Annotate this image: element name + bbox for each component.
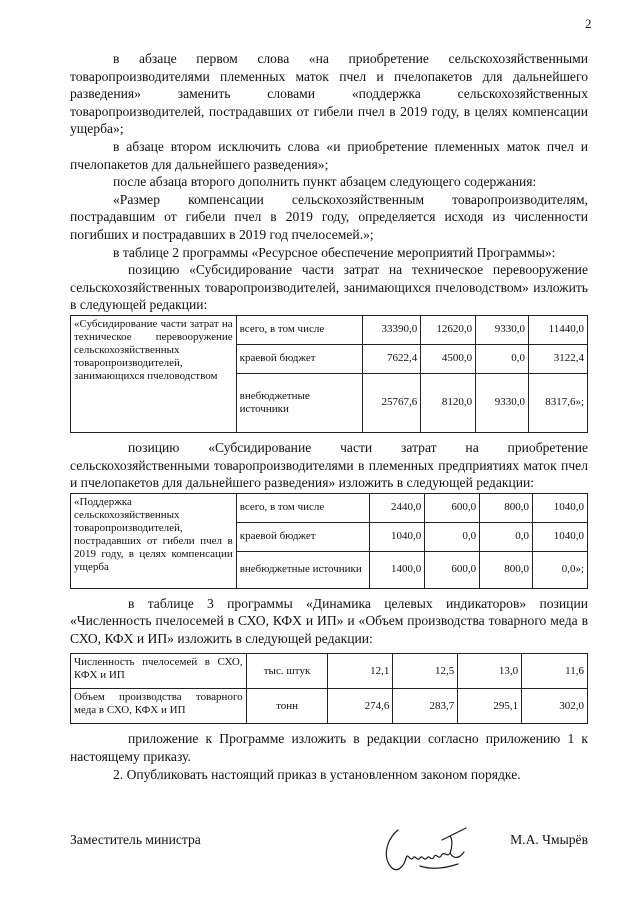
- table-cell: 9330,0: [476, 315, 529, 344]
- table-cell: 274,6: [328, 689, 393, 724]
- funding-source: внебюджетные источники: [236, 373, 363, 432]
- table-cell: 3122,4: [529, 344, 588, 373]
- table-cell: 11,6: [522, 654, 588, 689]
- table-cell: 4500,0: [421, 344, 476, 373]
- paragraph-6: позицию «Субсидирование части затрат на техническое перевооружение сельскохозяйственных товаропроизводителей, занимающихся пчеловодством» изложить в следующей редакции:: [70, 262, 588, 313]
- signer-title: Заместитель министра: [70, 832, 201, 847]
- indicator-unit: тонн: [246, 689, 328, 724]
- paragraph-9: приложение к Программе изложить в редакции согласно приложению 1 к настоящему приказу.: [70, 731, 588, 765]
- funding-source: всего, в том числе: [236, 315, 363, 344]
- table-cell: 302,0: [522, 689, 588, 724]
- table-cell: 600,0: [425, 493, 480, 522]
- table-cell: 0,0: [480, 522, 533, 551]
- table-cell: 11440,0: [529, 315, 588, 344]
- table-cell: 1040,0: [370, 522, 425, 551]
- table-cell: 800,0: [480, 493, 533, 522]
- table-cell: 1040,0: [533, 522, 588, 551]
- funding-source: внебюджетные источники: [236, 551, 370, 588]
- table-cell: 9330,0: [476, 373, 529, 432]
- signer-name: М.А. Чмырёв: [510, 832, 588, 847]
- resource-table-1: [70, 315, 588, 433]
- indicators-table: [70, 653, 588, 724]
- funding-source: краевой бюджет: [236, 522, 370, 551]
- table-row: [71, 689, 588, 724]
- table-row: [71, 315, 588, 344]
- table-row: [71, 493, 588, 522]
- document-body: [70, 50, 588, 783]
- table-cell: 33390,0: [363, 315, 421, 344]
- table-cell: 7622,4: [363, 344, 421, 373]
- table-cell: 0,0»;: [533, 551, 588, 588]
- table-cell: 283,7: [393, 689, 458, 724]
- table-cell: 600,0: [425, 551, 480, 588]
- table-cell: 8317,6»;: [529, 373, 588, 432]
- position-name: «Поддержка сельскохозяйственных товаропроизводителей, пострадавших от гибели пчел в 2019 году, в целях компенсации ущерба: [71, 493, 237, 588]
- table-cell: 1040,0: [533, 493, 588, 522]
- table-cell: 0,0: [425, 522, 480, 551]
- table-cell: 1400,0: [370, 551, 425, 588]
- position-name: «Субсидирование части затрат на техническое перевооружение сельскохозяйственных товаропроизводителей, занимающихся пчеловодством: [71, 315, 237, 432]
- table-cell: 12,1: [328, 654, 393, 689]
- table-cell: 800,0: [480, 551, 533, 588]
- indicator-unit: тыс. штук: [246, 654, 328, 689]
- table-cell: 0,0: [476, 344, 529, 373]
- paragraph-4: «Размер компенсации сельскохозяйственным товаропроизводителям, пострадавшим от гибели пчел в 2019 году, определяется исходя из численности погибших и пострадавших в 2019 год пчелосемей.»;: [70, 191, 588, 242]
- paragraph-10: 2. Опубликовать настоящий приказ в установленном законом порядке.: [113, 766, 521, 782]
- resource-table-2: [70, 493, 588, 589]
- table-cell: 295,1: [458, 689, 522, 724]
- table-cell: 13,0: [458, 654, 522, 689]
- indicator-name: Численность пчелосемей в СХО, КФХ и ИП: [71, 654, 247, 689]
- paragraph-8: в таблице 3 программы «Динамика целевых индикаторов» позиции «Численность пчелосемей в СХО, КФХ и ИП» и «Объем производства товарного меда в СХО, КФХ и ИП» изложить в следующей редакции:: [70, 595, 588, 646]
- table-row: [71, 654, 588, 689]
- indicator-name: Объем производства товарного меда в СХО, КФХ и ИП: [71, 689, 247, 724]
- funding-source: всего, в том числе: [236, 493, 370, 522]
- paragraph-7: позицию «Субсидирование части затрат на приобретение сельскохозяйственными товаропроизводителями в племенных предприятиях маток пчел и пчелопакетов для дальнейшего разведения» изложить в следующей редакции:: [70, 439, 588, 491]
- table-cell: 25767,6: [363, 373, 421, 432]
- table-cell: 8120,0: [421, 373, 476, 432]
- page-number: 2: [585, 16, 592, 31]
- table-cell: 12,5: [393, 654, 458, 689]
- table-cell: 2440,0: [370, 493, 425, 522]
- funding-source: краевой бюджет: [236, 344, 363, 373]
- handwritten-signature: [380, 818, 475, 878]
- table-cell: 12620,0: [421, 315, 476, 344]
- paragraph-3: после абзаца второго дополнить пункт абзацем следующего содержания:: [113, 174, 537, 190]
- paragraph-1: в абзаце первом слова «на приобретение сельскохозяйственными товаропроизводителями племенных маток пчел и пчелопакетов для дальнейшего разведения» заменить словами «поддержка сельскохозяйственных товаропроизводителей, пострадавших от гибели пчел в 2019 году, в целях компенсации ущерба»;: [70, 51, 588, 137]
- paragraph-2: в абзаце втором исключить слова «и приобретение племенных маток пчел и пчелопакетов для дальнейшего разведения»;: [70, 138, 588, 172]
- paragraph-5: в таблице 2 программы «Ресурсное обеспечение мероприятий Программы»:: [113, 244, 556, 260]
